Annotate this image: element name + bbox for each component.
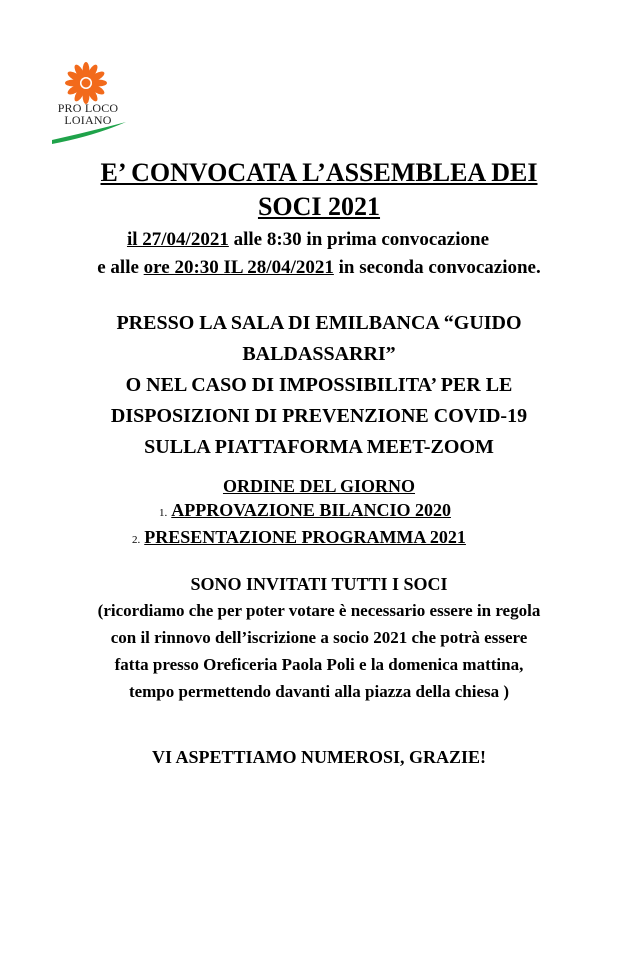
invite-note-line: con il rinnovo dell’iscrizione a socio 2021 che potrà essere xyxy=(110,628,528,647)
page-title xyxy=(0,156,638,224)
venue-info xyxy=(0,308,638,463)
logo-text-line2: LOIANO xyxy=(64,113,112,127)
first-convocation xyxy=(0,226,638,254)
agenda-item xyxy=(159,498,451,525)
invite-note-line: (ricordiamo che per poter votare è necessario essere in regola xyxy=(97,601,541,620)
agenda-item-text: PRESENTAZIONE PROGRAMMA 2021 xyxy=(144,527,466,547)
pro-loco-logo xyxy=(48,62,128,150)
second-prefix: e alle xyxy=(97,257,144,278)
invite-note-line: tempo permettendo davanti alla piazza della chiesa ) xyxy=(128,682,510,701)
venue-line: SULLA PIATTAFORMA MEET-ZOOM xyxy=(144,436,494,458)
meeting-dates xyxy=(0,226,638,282)
logo-text-line1: PRO LOCO xyxy=(57,101,119,115)
invite-note xyxy=(0,597,638,705)
venue-line: BALDASSARRI” xyxy=(242,343,396,365)
first-convocation-text: alle 8:30 in prima convocazione xyxy=(228,229,490,250)
agenda-item-text: APPROVAZIONE BILANCIO 2020 xyxy=(171,500,451,520)
venue-line: PRESSO LA SALA DI EMILBANCA “GUIDO xyxy=(116,312,522,334)
title-line-1: E’ CONVOCATA L’ASSEMBLEA DEI xyxy=(100,158,538,187)
agenda-item xyxy=(132,525,466,552)
venue-line: DISPOSIZIONI DI PREVENZIONE COVID-19 xyxy=(110,405,528,427)
second-time: ore 20:30 IL 28/04/2021 xyxy=(143,257,334,278)
invite-heading: SONO INVITATI TUTTI I SOCI xyxy=(190,574,448,594)
invite-note-line: fatta presso Oreficeria Paola Poli e la domenica mattina, xyxy=(114,655,524,674)
first-date: il 27/04/2021 xyxy=(126,229,229,250)
second-convocation-text: in seconda convocazione. xyxy=(333,257,541,278)
closing-message: VI ASPETTIAMO NUMEROSI, GRAZIE! xyxy=(151,747,487,767)
agenda-item-number: 2. xyxy=(132,534,141,546)
agenda-heading: ORDINE DEL GIORNO xyxy=(222,476,416,496)
title-line-2: SOCI 2021 xyxy=(257,192,381,221)
agenda-item-number: 1. xyxy=(159,507,168,519)
second-convocation xyxy=(0,254,638,282)
venue-line: O NEL CASO DI IMPOSSIBILITA’ PER LE xyxy=(125,374,513,396)
